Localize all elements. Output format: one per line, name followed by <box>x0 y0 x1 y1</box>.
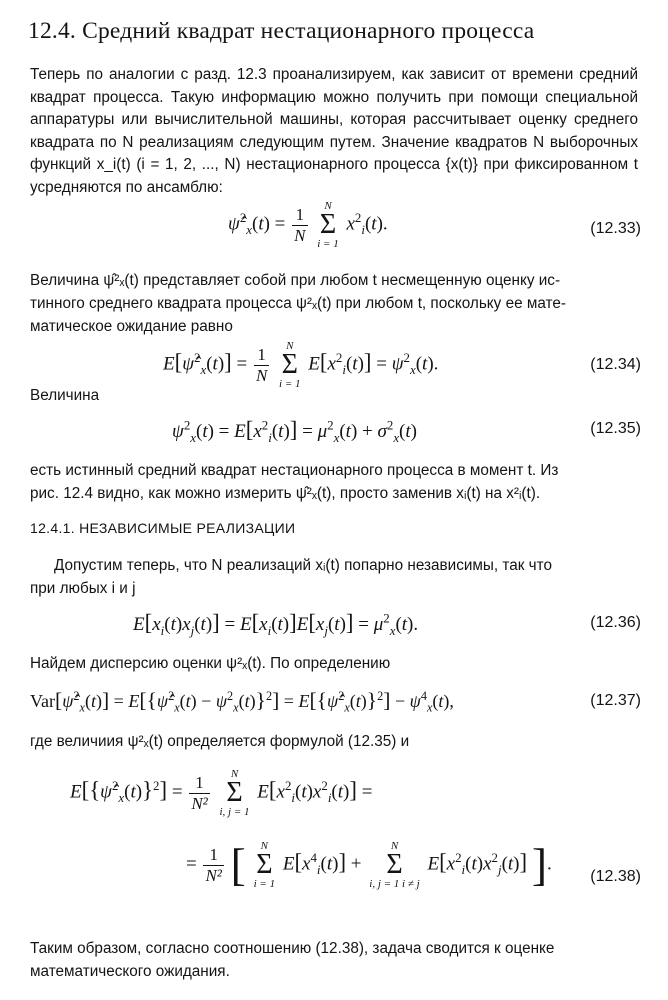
equation-number-12-34: (12.34) <box>590 356 641 373</box>
equation-12-35: $\psi^2_x(t) = E[x^2_i(t)] = \mu^2_x(t) + \sigma^2_x(t)$ <box>172 417 417 445</box>
frac-numerator: 1 <box>195 772 204 792</box>
equation-12-38-line-2: = $\frac{1}{\text{N²}}$ [ N Σ i = 1 $E[x^4_i(t)]$ + N Σ i, j = 1 i ≠ j $E[x^2_i(t)x^2_j(t)]$ ]. <box>186 839 552 890</box>
paragraph-3: Величина <box>30 387 100 404</box>
paragraph-5-line-1: Допустим теперь, что N реализаций xᵢ(t) попарно независимы, так что <box>54 557 552 574</box>
sum-lower-limit: i, j = 1 <box>219 806 250 818</box>
equation-number-12-37: (12.37) <box>590 692 641 709</box>
sum-lower-limit: i, j = 1 i ≠ j <box>369 878 420 890</box>
page-title: 12.4. Средний квадрат нестационарного процесса <box>28 18 535 44</box>
paragraph-2-line-1: Величина ψ̂²ₓ(t) представляет собой при любом t несмещенную оценку ис- <box>30 272 561 289</box>
paragraph-8-line-1: Таким образом, согласно соотношению (12.38), задача сводится к оценке <box>30 940 555 957</box>
paragraph-5-line-2: при любых i и j <box>30 580 136 597</box>
equation-number-12-35: (12.35) <box>590 420 641 437</box>
sum-lower-limit: i = 1 <box>279 378 301 390</box>
equation-number-12-36: (12.36) <box>590 614 641 631</box>
frac-numerator: 1 <box>295 204 305 224</box>
equation-12-37: Var[ψ̂$^2_x$(t)] = E[{ψ̂$^2_x$(t) − $\psi^2_x(t)\}^2$] = E[{ψ̂$^2_x$(t)}$^2$] − $\psi^4_x(t)$, <box>30 688 454 715</box>
equation-12-38-line-1: E[{ψ̂$^2_x$(t)}$^2$] = $\frac{1}{\text{N²}}$ N Σ i, j = 1 $E[x^2_i(t)x^2_i(t)]$ = <box>70 768 373 818</box>
frac-denominator: N² <box>205 865 222 885</box>
sum-upper-limit: N <box>230 768 239 780</box>
sum-upper-limit: N <box>324 200 332 212</box>
equation-12-36: $E[x_i(t)x_j(t)] = E[x_i(t)]E[x_j(t)] = \mu^2_x(t)$. <box>133 610 419 638</box>
frac-numerator: 1 <box>257 344 266 364</box>
frac-numerator: 1 <box>209 844 218 864</box>
sum-upper-limit: N <box>390 840 399 852</box>
paragraph-intro: Теперь по аналогии с разд. 12.3 проанализируем, как зависит от времени средний квадрат процесса. Такую информацию можно получить при помощи специальной аппаратуры или вычислительной машины, которая рассчитывает оценку среднего квадрата по N реализациям следующим путем. Значение квадратов N выборочных функций x_i(t) (i = 1, 2, ..., N) нестационарного процесса {x(t)} при фиксированном t усредняются по ансамблю: <box>30 66 638 196</box>
sum-lower-limit: i = 1 <box>253 878 276 890</box>
paragraph-2-line-3: матическое ожидание равно <box>30 318 233 335</box>
paragraph-2-line-2: тинного среднего квадрата процесса ψ²ₓ(t) при любом t, поскольку ее мате- <box>30 295 566 312</box>
paragraph-4-line-2: рис. 12.4 видно, как можно измерить ψ̂²ₓ(t), просто заменив xᵢ(t) на x²ᵢ(t). <box>30 485 541 502</box>
paragraph-4-line-1: есть истинный средний квадрат нестационарного процесса в момент t. Из <box>30 462 559 479</box>
sum-lower-limit: i = 1 <box>317 238 339 250</box>
equation-number-12-38: (12.38) <box>590 868 641 885</box>
equation-12-33: ψ̂$^2_x$(t) = $\frac{1}{N}$ N Σ i = 1 $x^2_i(t)$. <box>228 200 388 250</box>
paragraph-7: где величиия ψ²ₓ(t) определяется формулой (12.35) и <box>30 733 410 750</box>
section-title: 12.4.1. НЕЗАВИСИМЫЕ РЕАЛИЗАЦИИ <box>30 520 296 536</box>
equation-12-34: E[ψ̂$^2_x$(t)] = $\frac{1}{N}$ N Σ i = 1 $E[x^2_i(t)] = \psi^2_x(t)$. <box>163 340 439 390</box>
paragraph-6: Найдем дисперсию оценки ψ²ₓ(t). По определению <box>30 655 391 672</box>
equation-number-12-33: (12.33) <box>590 220 641 237</box>
frac-denominator: N² <box>191 793 208 813</box>
frac-denominator: N <box>255 365 268 385</box>
sum-upper-limit: N <box>286 340 294 352</box>
paragraph-8-line-2: математического ожидания. <box>30 963 230 980</box>
frac-denominator: N <box>294 225 306 245</box>
sum-upper-limit: N <box>260 840 268 852</box>
